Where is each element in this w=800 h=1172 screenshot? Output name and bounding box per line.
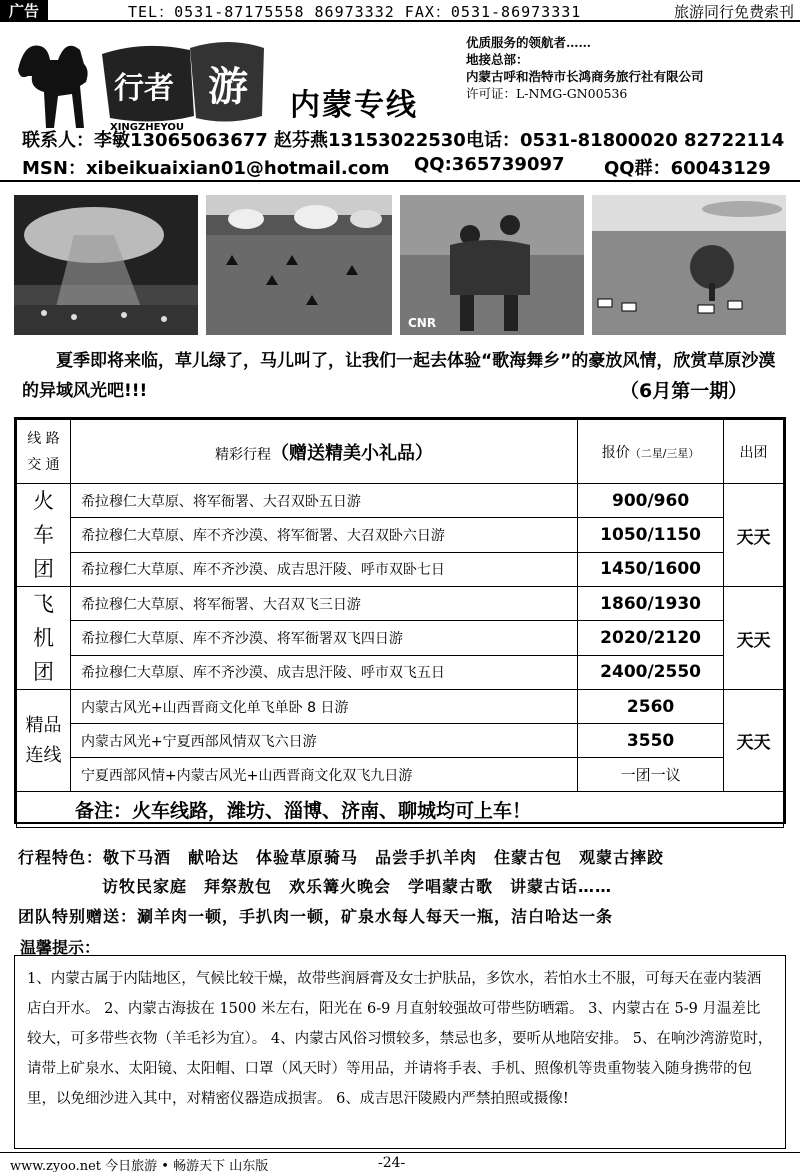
photo-yurts-horsemen (206, 195, 392, 335)
table-header-row (17, 420, 784, 484)
footer (0, 1152, 800, 1172)
features-line-1: 行程特色：敬下马酒 献哈达 体验草原骑马 品尝手扒羊肉 住蒙古包 观蒙古摔跤 (18, 848, 665, 867)
features-gift-line: 团队特别赠送：涮羊肉一顿，手扒肉一顿，矿泉水每人每天一瓶，洁白哈达一条 (18, 907, 614, 926)
top-bar (0, 0, 800, 22)
route-price: 一团一议 (578, 758, 724, 792)
category-char: 精品 (25, 714, 62, 736)
depart-daily: 天天 (724, 690, 784, 792)
intro-body: 夏季即将来临，草儿绿了，马儿叫了，让我们一起去体验“歌海舞乡”的豪放风情，欣赏草原沙漠的异域风光吧!!! (22, 351, 776, 401)
route-price: 900/960 (578, 484, 724, 518)
header-price-label: 报价 (601, 444, 630, 461)
route-name: 内蒙古风光+宁夏西部风情双飞六日游 (70, 724, 577, 758)
top-contact: TEL：0531-87175558 86973332 FAX：0531-86973331 (128, 3, 582, 21)
category-char: 火 (32, 489, 54, 513)
info-line: 优质服务的领航者…… (466, 35, 592, 50)
header-gift-label: （赠送精美小礼品） (271, 442, 434, 464)
depart-daily: 天天 (724, 587, 784, 690)
table-row (17, 724, 784, 758)
category-char: 团 (32, 557, 54, 581)
header-price (578, 420, 724, 484)
table-row (17, 587, 784, 621)
header-itinerary-label: 精彩行程 (215, 446, 272, 463)
route-price: 3550 (578, 724, 724, 758)
route-name: 宁夏西部风情+内蒙古风光+山西晋商文化双飞九日游 (70, 758, 577, 792)
page-number: -24- (378, 1155, 406, 1171)
route-price: 1050/1150 (578, 518, 724, 552)
category-char: 机 (32, 626, 54, 650)
table-row (17, 621, 784, 655)
table-note-row (17, 792, 784, 828)
category-char: 团 (32, 660, 54, 684)
category-train (17, 484, 71, 587)
issue-label: （6月第一期） (620, 380, 748, 402)
category-char: 车 (32, 523, 54, 547)
msn: MSN：xibeikuaixian01@hotmail.com (22, 158, 390, 179)
camel-logo-icon (14, 30, 272, 134)
table-row (17, 518, 784, 552)
route-name: 希拉穆仁大草原、将军衙署、大召双飞三日游 (70, 587, 577, 621)
qq: QQ:365739097 (414, 154, 565, 175)
photo-sky-sheep (14, 195, 198, 335)
route-name: 希拉穆仁大草原、库不齐沙漠、将军衙署、大召双卧六日游 (70, 518, 577, 552)
logo-subtext: XINGZHEYOU (110, 122, 184, 133)
route-name: 希拉穆仁大草原、将军衙署、大召双卧五日游 (70, 484, 577, 518)
route-price: 1860/1930 (578, 587, 724, 621)
category-plane (17, 587, 71, 690)
photo-grassland-cows (592, 195, 786, 335)
header-itinerary (70, 420, 577, 484)
route-name: 希拉穆仁大草原、库不齐沙漠、成吉思汗陵、呼市双飞五日 (70, 655, 577, 689)
route-name: 内蒙古风光+山西晋商文化单飞单卧 8 日游 (70, 690, 577, 724)
table-row (17, 690, 784, 724)
photo-wrestling (400, 195, 584, 335)
top-tagline: 旅游同行免费索刊 (673, 3, 794, 21)
table-note: 备注：火车线路，潍坊、淄博、济南、聊城均可上车！ (17, 792, 784, 828)
category-char: 飞 (32, 592, 54, 616)
features-line-2: 访牧民家庭 拜祭敖包 欢乐篝火晚会 学唱蒙古歌 讲蒙古话…… (102, 877, 613, 896)
qq-group: QQ群：60043129 (604, 158, 771, 179)
info-line: 内蒙古呼和浩特市长鸿商务旅行社有限公司 (466, 69, 704, 84)
table-row (17, 655, 784, 689)
tips-title: 温馨提示： (20, 938, 101, 957)
phone: 电话：0531-81800020 82722114 (466, 130, 785, 151)
agency-info (466, 34, 704, 102)
line-title: 内蒙专线 (290, 88, 418, 123)
header-route-label: 线 路 (27, 430, 60, 447)
route-name: 希拉穆仁大草原、库不齐沙漠、成吉思汗陵、呼市双卧七日 (70, 552, 577, 586)
svg-text:游: 游 (208, 64, 248, 110)
info-line: 许可证：L-NMG-GN00536 (466, 86, 628, 101)
header (0, 22, 800, 182)
category-char: 连线 (25, 744, 62, 766)
route-price: 2560 (578, 690, 724, 724)
table-row (17, 758, 784, 792)
logo-text: 行者 (114, 71, 174, 106)
cnr-label: CNR (408, 316, 437, 330)
route-name: 希拉穆仁大草原、库不齐沙漠、将军衙署双飞四日游 (70, 621, 577, 655)
route-price: 1450/1600 (578, 552, 724, 586)
header-price-note: （二星/三星） (629, 446, 700, 460)
info-line: 地接总部： (466, 52, 529, 67)
tips-text: 1、内蒙古属于内陆地区，气候比较干燥，故带些润唇膏及女士护肤品，多饮水，若怕水土不服，可每天在壶内装酒店白开水。 2、内蒙古海拔在 1500 米左右，阳光在 6-9 月直射较强故可带些防晒霜。 3、内蒙古在 5-9 月温差比较大，可多带些衣物（羊毛衫为宜）。 4、内蒙古风俗习惯较多，禁忌也多，要听从地陪安排。 5、在响沙湾游览时，请带上矿泉水、太阳镜、太阳帽、口罩（风天时）等用品，并请将手表、手机、照像机等贵重物装入随身携带的包里，以免细沙进入其中，对精密仪器造成损害。 6、成吉思汗陵殿内严禁拍照或摄像! (27, 971, 773, 1107)
header-transport-label: 交 通 (27, 456, 60, 473)
route-price: 2020/2120 (578, 621, 724, 655)
ad-tag: 广告 (0, 0, 48, 22)
contact-persons: 联系人：李敏13065063677 赵芬燕13153022530 (22, 130, 466, 151)
route-price: 2400/2550 (578, 655, 724, 689)
footer-site: www.zyoo.net 今日旅游 • 畅游天下 山东版 (10, 1159, 269, 1172)
tips-box (14, 955, 786, 1149)
table-row (17, 552, 784, 586)
header-transport (17, 420, 71, 484)
table-row (17, 484, 784, 518)
tour-table (14, 417, 786, 824)
category-boutique (17, 690, 71, 792)
header-depart: 出团 (724, 420, 784, 484)
depart-daily: 天天 (724, 484, 784, 587)
